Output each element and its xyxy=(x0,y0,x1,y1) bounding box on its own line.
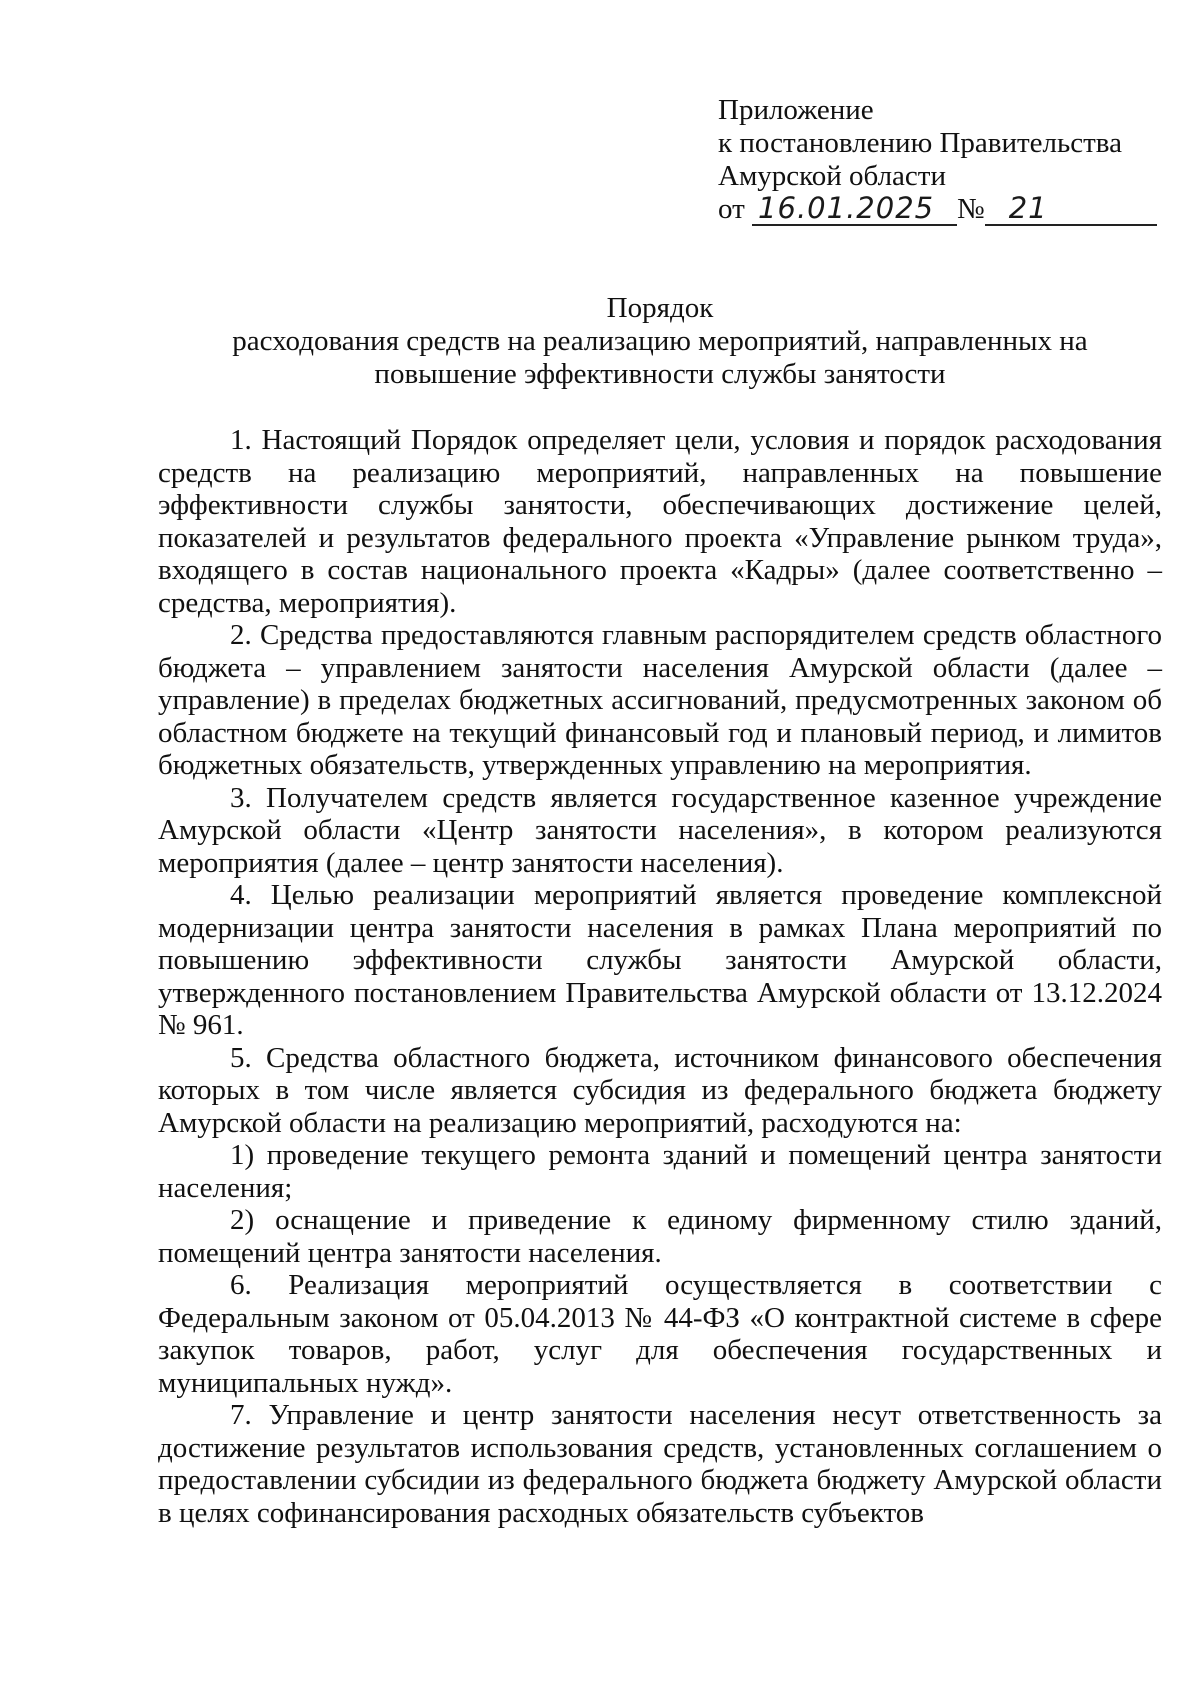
number-label: № xyxy=(957,193,985,225)
date-field xyxy=(752,193,957,226)
paragraph-4: 4. Целью реализации мероприятий является проведение комплексной модернизации центра занятости населения в рамках Плана мероприятий по повышению эффективности службы занятости Амурской области, утвержденного постановлением Правительства Амурской области от 13.12.2024 № 961. xyxy=(158,879,1162,1041)
document-body xyxy=(158,424,1162,1529)
paragraph-3: 3. Получателем средств является государственное казенное учреждение Амурской области «Центр занятости населения», в котором реализуются мероприятия (далее – центр занятости населения). xyxy=(158,781,1162,879)
paragraph-2: 2. Средства предоставляются главным распорядителем средств областного бюджета – управлением занятости населения Амурской области (далее – управление) в пределах бюджетных ассигнований, предусмотренных законом об областном бюджете на текущий финансовый год и плановый период, и лимитов бюджетных обязательств, утвержденных управлению на мероприятия. xyxy=(158,619,1162,781)
handwritten-date: 16.01.2025 xyxy=(758,191,935,225)
paragraph-5-item-2: 2) оснащение и приведение к единому фирменному стилю зданий, помещений центра занятости населения. xyxy=(158,1204,1162,1269)
title-heading: Порядок xyxy=(606,292,714,324)
paragraph-5-item-1: 1) проведение текущего ремонта зданий и помещений центра занятости населения; xyxy=(158,1139,1162,1204)
title-line-2: повышение эффективности службы занятости xyxy=(374,358,946,390)
document-title xyxy=(160,292,1160,391)
approval-line-region: Амурской области xyxy=(718,160,946,192)
paragraph-7: 7. Управление и центр занятости населения несут ответственность за достижение результатов использования средств, установленных соглашением о предоставлении субсидии из федерального бюджета бюджету Амурской области в целях софинансирования расходных обязательств субъектов xyxy=(158,1399,1162,1529)
approval-date-line xyxy=(718,193,1157,226)
title-line-1: расходования средств на реализацию мероприятий, направленных на xyxy=(232,325,1088,357)
number-field xyxy=(985,193,1157,226)
from-label: от xyxy=(718,193,745,225)
approval-line-resolution: к постановлению Правительства xyxy=(718,127,1122,159)
paragraph-5: 5. Средства областного бюджета, источником финансового обеспечения которых в том числе является субсидия из федерального бюджета бюджету Амурской области на реализацию мероприятий, расходуются на: xyxy=(158,1041,1162,1139)
paragraph-6: 6. Реализация мероприятий осуществляется в соответствии с Федеральным законом от 05.04.2013 № 44-ФЗ «О контрактной системе в сфере закупок товаров, работ, услуг для обеспечения государственных и муниципальных нужд». xyxy=(158,1269,1162,1399)
approval-line-appendix: Приложение xyxy=(718,94,874,126)
paragraph-1: 1. Настоящий Порядок определяет цели, условия и порядок расходования средств на реализацию мероприятий, направленных на повышение эффективности службы занятости, обеспечивающих достижение целей, показателей и результатов федерального проекта «Управление рынком труда», входящего в состав национального проекта «Кадры» (далее соответственно – средства, мероприятия). xyxy=(158,424,1162,619)
approval-block xyxy=(718,94,1157,226)
handwritten-number: 21 xyxy=(1008,191,1048,225)
